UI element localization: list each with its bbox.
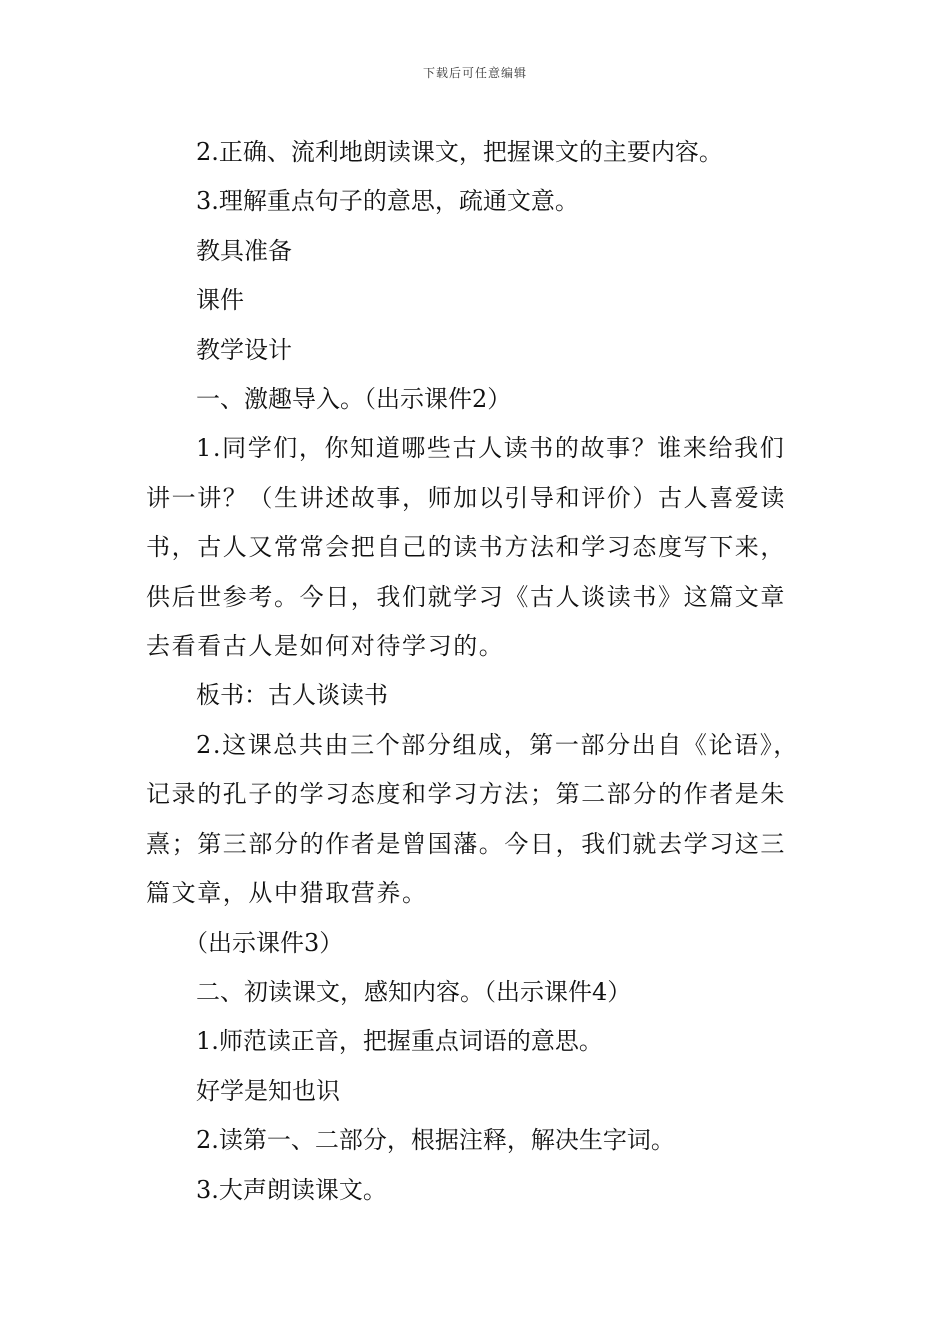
paragraph-read-parts: 2.读第一、二部分，根据注释，解决生字词。 [196,1126,675,1155]
heading-teaching-design: 教学设计 [196,335,292,364]
heading-teaching-aids: 教具准备 [196,236,292,265]
paragraph-blackboard: 板书：古人谈读书 [196,681,388,710]
paragraph-courseware-3: （出示课件3） [184,928,344,957]
document-body [146,128,810,1215]
paragraph-objective-2: 2.正确、流利地朗读课文，把握课文的主要内容。 [196,138,723,166]
paragraph-three-parts: 2.这课总共由三个部分组成，第一部分出自《论语》，记录的孔子的学习态度和学习方法；第二部分的作者是朱熹；第三部分的作者是曾国藩。今日，我们就去学习这三篇文章，从中猎取营养。 [146,730,799,908]
heading-section-2: 二、初读课文，感知内容。（出示课件4） [196,977,632,1006]
paragraph-key-words: 好学是知也识 [196,1076,340,1105]
heading-section-1: 一、激趣导入。（出示课件2） [196,385,512,414]
paragraph-objective-3: 3.理解重点句子的意思，疏通文意。 [196,187,579,216]
paragraph-intro-stories: 1.同学们，你知道哪些古人读书的故事？谁来给我们讲一讲？（生讲述故事，师加以引导和评价）古人喜爱读书，古人又常常会把自己的读书方法和学习态度写下来，供后世参考。今日，我们就学习《古人谈读书》这篇文章去看看古人是如何对待学习的。 [146,434,786,661]
paragraph-courseware: 课件 [196,286,244,315]
page-header-note: 下载后可任意编辑 [422,66,527,80]
paragraph-teacher-reading: 1.师范读正音，把握重点词语的意思。 [196,1027,603,1056]
paragraph-read-aloud: 3.大声朗读课文。 [196,1175,387,1204]
